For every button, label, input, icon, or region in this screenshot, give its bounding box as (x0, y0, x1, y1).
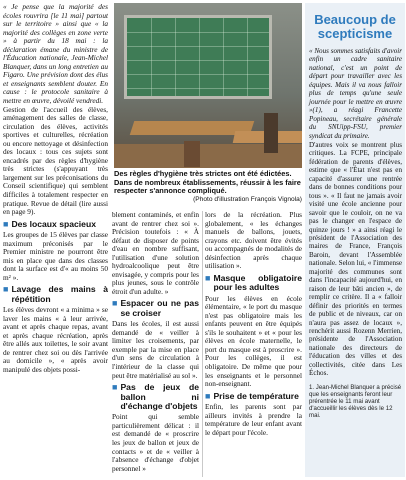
bullet-icon: ■ (3, 218, 9, 229)
article-paragraph: Gestion de l'accueil des élèves, aménagement des salles de classe, circulation des élèves, activités sportives et culturelles, récréation ou encore nettoyage et désinfection des locaux : tous ces sujets sont encadrés par des règles d'hygiène très strictes (s'appuyant très largement sur les préconisations du Conseil scientifique) qui semblent difficiles à totalement respecter en pratique. Revue de détail (lire aussi en page 9). (3, 104, 108, 217)
bullet-icon: ■ (3, 284, 9, 295)
sidebar-paragraph: « Nous sommes satisfaits d'avoir enfin un cadre sanitaire national, c'est un point de départ pour travailler avec les équipes. Mais il va nous falloir plus de temps qu'une seule journée pour le mettre en œuvre »(1), a réagi Francette Popineau, secrétaire générale du SNUipp-FSU, premier syndicat du primaire. (309, 47, 402, 140)
article-column-2 (112, 211, 199, 477)
bullet-icon: ■ (112, 298, 118, 309)
subheading-jeux: ■ Pas de jeux de ballon ni d'échange d'objets (112, 382, 199, 411)
subheading-locaux: ■ Des locaux spacieux (3, 218, 96, 229)
sidebar-paragraph: D'autres voix se montrent plus critiques. La FCPE, principale fédération de parents d'élèves, estime que « l'État n'est pas en capacité d'assurer une rentrée dans de bonnes conditions pour tous ». « Il faut ne jamais avoir visité une école ancienne pour savoir que le couloir, on ne va pas le changer en l'espace de quinze jours ! » a ainsi réagi le président de l'Association des maires de France, François Baroin, devant l'Assemblée nationale. Selon lui, « l'immense majorité des communes sont dans l'incapacité aujourd'hui, en raison de leur bâti ancien », de remplir ce critère. Il a « falloir définir des priorités en termes de public et de niveaux, car on n'aura pas assez de locaux », renchérit aussi Rozenn Merrien, présidente de l'Association nationale des directeurs de l'éducation des villes et des collectivités, citée dans Les Échos. (309, 140, 402, 378)
article-column-1 (3, 3, 108, 477)
sidebar-body (305, 47, 405, 378)
subheading-temperature: ■ Prise de température (205, 390, 299, 401)
article-paragraph: Les groupes de 15 élèves par classe maximum préconisés par le Premier ministre ne pourront être mis en place que dans des classes dont la surface est d'« au moins 50 m² ». (3, 230, 108, 282)
sidebar-box (305, 3, 405, 477)
bullet-icon: ■ (205, 272, 211, 283)
sidebar-title: Beaucoup de scepticisme (314, 12, 396, 41)
article-column-3 (205, 211, 302, 477)
sidebar-footnote: 1. Jean-Michel Blanquer a précisé que les enseignants feront leur prérentrée le 11 mai avant d'accueillir les élèves dès le 12 mai. (309, 383, 402, 419)
article-paragraph: blement contaminés, et enfin avant de rentrer chez soi ». Précision toutefois : « À défaut de disposer de points d'eau en nombre suffisant, l'utilisation d'une solution hydroalcoolique peut être envisagée, y compris pour les plus jeunes, sous le contrôle étroit d'un adulte. » (112, 211, 199, 296)
article-paragraph: Enfin, les parents sont par ailleurs invités à prendre la température de leur enfant avant le départ pour l'école. (205, 402, 302, 437)
subheading-lavage: ■ Lavage des mains à répétition (3, 284, 108, 304)
chalkboard (124, 15, 272, 99)
article-paragraph: lors de la récréation. Plus globalement, « les échanges manuels de ballons, jouets, crayons etc. doivent être évités ou accompagnés de modalités de désinfection après chaque utilisation ». (205, 211, 302, 271)
subheading-espacer: ■ Espacer ou ne pas se croiser (112, 298, 199, 318)
photo-credit: (Photo d'illustration François Vignola) (193, 195, 302, 203)
photo-caption: Des règles d'hygiène très strictes ont été édictées. Dans de nombreux établissements, réussir à les faire respecter s'annonce compliqué. (Photo d'illustration François Vignola) (114, 169, 302, 203)
subheading-masque: ■ Masque obligatoire pour les adultes (205, 272, 302, 293)
article-paragraph: Pour les élèves en école élémentaire, « le port du masque n'est pas obligatoire mais les enfants peuvent en être équipés s'ils le souhaitent » et « pour les élèves en école maternelle, le port du masque est à proscrire ». Pour les collèges, il est obligatoire. De même que pour les enseignants et le personnel non-enseignant. (205, 293, 302, 389)
classroom-photo (114, 3, 302, 168)
bullet-icon: ■ (112, 382, 118, 393)
article-paragraph: Dans les écoles, il est aussi demandé de « veiller à limiter les croisements, par exemple par la mise en place d'un sens de circulation à l'intérieur de la classe qui peut être matérialisé au sol ». (112, 319, 199, 380)
article-lead: « Je pense que la majorité des écoles rouvrira [le 11 mai] partout sur le territoire » ainsi que « la majorité des collèges en zone verte » à partir du 18 mai : la déclaration émane du ministre de l'Éducation nationale, Jean-Michel Blanquer, dans un long entretien au Figaro. Une prévision dont des élus et enseignants semblent douter. En cause : le protocole sanitaire à mettre en œuvre, dévoilé vendredi. (3, 3, 108, 106)
article-paragraph: Les élèves devront « a minima » se laver les mains « à leur arrivée, avant et après chaque repas, avant et après chaque récréation, après être allés aux toilettes, le soir avant de rentrer chez soi ou dès l'arrivée au domicile », « après avoir manipulé des objets possi- (3, 305, 108, 374)
bullet-icon: ■ (205, 390, 211, 401)
article-paragraph: Point qui semble particulièrement délicat : il est demandé de « proscrire les jeux de ballon et jeux de contacts » et de « veiller à l'absence d'échange d'objet personnel » (112, 412, 199, 473)
